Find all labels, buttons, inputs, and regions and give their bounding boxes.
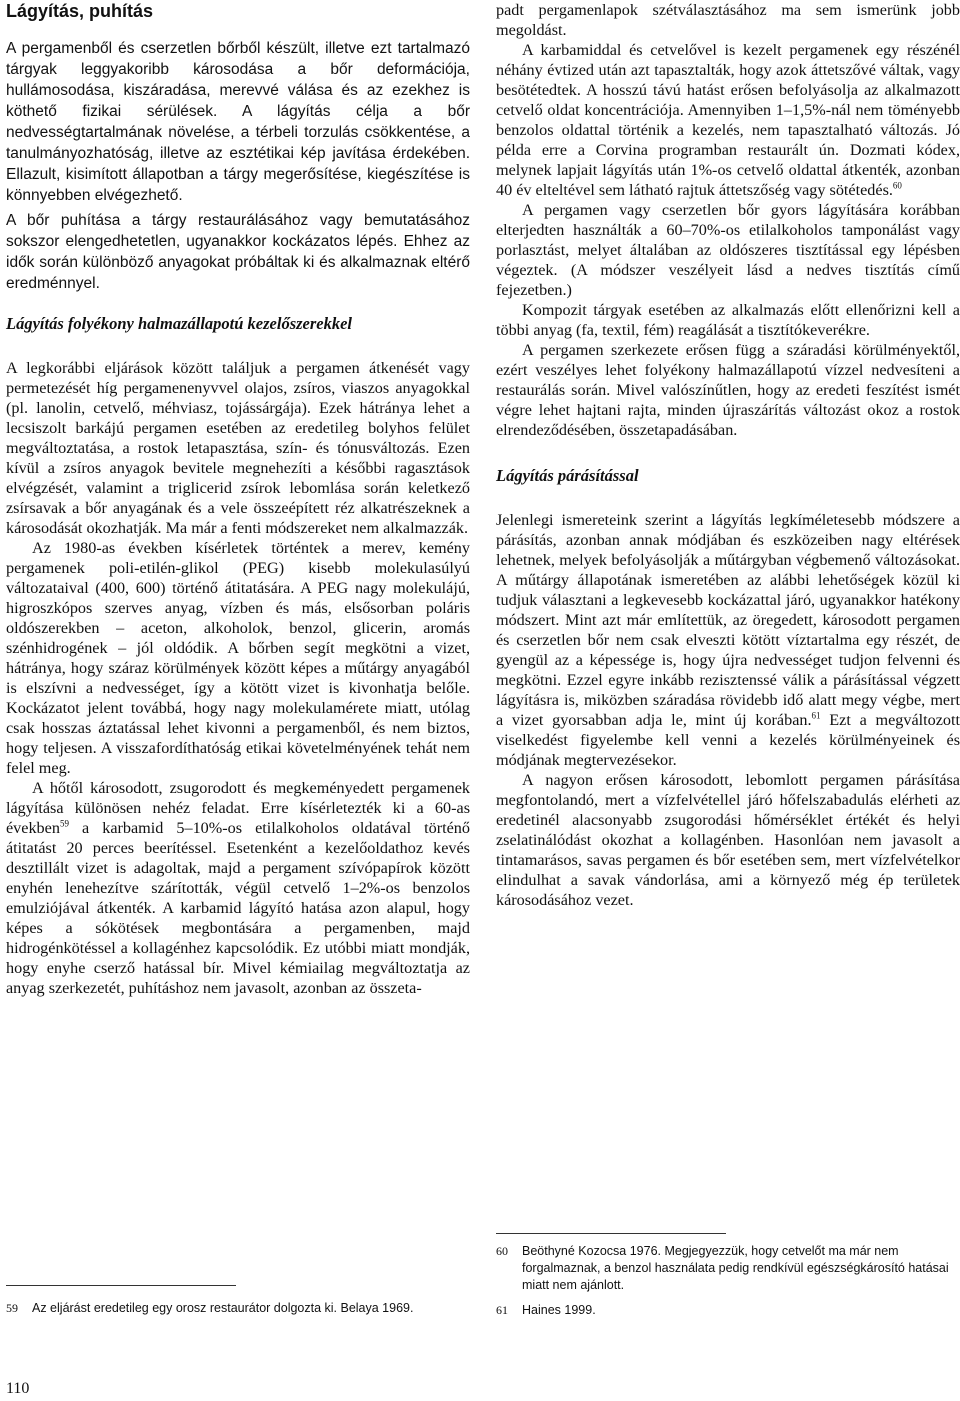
paragraph-text: a karbamid 5–10%-os etilalkoholos oldatával történő átitatást 20 perces beerítéssel. Esetenként a kezelőoldathoz kevés desztillált vizet is adagoltak, majd a pergament szívópapírok között enyhén lenehezítve szárították, végül cetvelő 1–2%-os benzolos emulziójával átkenték. A karbamid lágyító hatása azon alapul, hogy képes a sókötések megbontására a pergamenben, majd hidrogénkötéssel a kollagénhez kapcsolódik. Ez utóbbi miatt mondják, hogy enyhe cserző hatással bír. Mivel kémiailag megváltoztatja az anyag szerkezetét, puhításhoz nem javasolt, azonban az összeta- [6, 819, 470, 997]
section-heading: Lágyítás, puhítás [6, 1, 154, 21]
footnote-divider [6, 1285, 236, 1286]
intro-paragraph: A pergamenből és cserzetlen bőrből készült, illetve ezt tartalmazó tárgyak leggyakoribb károsodása a bőr deformációja, hullámosodása, kiszáradása, merevvé válása és az ezekhez is köthető fizikai sérülések. A lágyítás célja a bőr nedvességtartalmának növelése, a térbeli torzulás csökkentése, a tanulmányozhatóság, illetve az esztétikai kép javítása érdekében. Ellazult, kisimított állapotban a tárgy megerősítése, kiegészítése is könnyebben elvégezhető. [6, 40, 470, 204]
body-paragraph: padt pergamenlapok szétválasztásához ma sem ismerünk jobb megoldást. [496, 1, 960, 39]
left-column [6, 0, 470, 1315]
subsection-heading: Lágyítás párásítással [496, 466, 639, 485]
footnote-text: Beöthyné Kozocsa 1976. Megjegyezzük, hogy cetvelőt ma már nem forgalmaznak, a benzol használata pedig rendkívül egészségkárosító hatásai miatt nem ajánlott. [522, 1244, 949, 1292]
body-paragraph: Az 1980-as években kísérletek történtek a merev, kemény pergamenek poli-etilén-glikol (PEG) kisebb molekulasúlyú változataival (400, 600) történő átitatására. A PEG nagy molekulájú, higroszkópos szerves anyag, vízben és más, elsősorban poláris oldószerekben – aceton, alkoholok, benzol, glicerin, aromás szénhidrogének – jól oldódik. A bőrben segít megkötni a vizet, hátránya, hogy száraz körülmények között képes a műtárgy anyagából is elszívni a nedvességet, így a kötött vizet is kivonhatja belőle. Kockázatot jelent továbbá, hogy nagy molekulamérete miatt, utólag csak hosszas áztatással lehet kivonni a pergamenből, és nem biztos, hogy teljesen. A visszafordíthatóság etikai követelményének tehát nem felel meg. [6, 539, 470, 777]
subsection-heading: Lágyítás folyékony halmazállapotú kezelőszerekkel [6, 314, 353, 333]
body-paragraph: A legkorábbi eljárások között találjuk a pergamen átkenését vagy permetezését híg pergamenenyvvel olajos, zsíros, viaszos anyagokkal (pl. lanolin, cetvelő, méhviasz, tojássárgája). Ezek hátránya lehet a lecsiszolt barkájú pergamen esetében az eredetileg bolyhos felület megváltoztatása, a rostok letapasztása, szín- és tónusváltozás. Ezen kívül a zsíros anyagok bevitele megnehezíti a későbbi ragasztások elvégzését, valamint a triglicerid zsírok lebomlása során keletkező zsírsavak a bőr anyagának és a vele összeépített réz alkatrészeknek a károsodását okozhatják. Ma már a fenti módszereket nem alkalmazzák. [6, 359, 470, 537]
body-text [6, 358, 470, 998]
body-paragraph [496, 510, 960, 770]
footnote [6, 1300, 470, 1317]
page-number: 110 [6, 1380, 30, 1397]
body-paragraph [496, 40, 960, 200]
paragraph-text: A hőtől károsodott, zsugorodott és megkeményedett pergamenek lágyítása különösen nehéz feladat. Erre kísérletezték ki a 60-as években [6, 779, 470, 837]
footnote-number: 59 [6, 1301, 18, 1315]
footnote-number: 60 [496, 1244, 508, 1258]
footnote [496, 1243, 960, 1294]
paragraph-text: Jelenlegi ismereteink szerint a lágyítás legkíméletesebb módszere a párásítás, azonban annak módjában és eszközeiben nagy eltérések lehetnek, melyek befolyásolják a műtárgyban végbemenő változásokat. A műtárgy állapotának ismeretében az alábbi lehetőségek közül ki tudjuk választani a legkevesebb kockázattal járó, ugyanakkor hatékony módszert. Mint azt már említettük, az öregedett, károsodott pergamen és cserzetlen bőr nem csak elveszti kötött víztartalma egy részét, de gyengül az a képessége is, hogy újra nedvességet tudjon felvenni és megkötni. Ezzel egyre inkább rezisztenssé válik a párásítással végzett lágyításra is, miközben száradása rövidebb idő alatt megy végbe, mert a vizet gyorsabban adja le, mint új korában. [496, 511, 960, 729]
footnote [496, 1302, 960, 1319]
footnote-number: 61 [496, 1303, 508, 1317]
footnote-ref: 60 [892, 180, 902, 191]
footnote-ref: 61 [811, 710, 821, 721]
body-paragraph: A nagyon erősen károsodott, lebomlott pergamen párásítása megfontolandó, mert a vízfelvétellel járó hőfelszabadulás elérheti az eredetinél alacsonyabb zsugorodási hőmérséklet értékét és helyi zselatinálódást okozhat a kollagénben. Hasonlóan nem javasolt a tintamarásos, savas pergamen és bőr esetében sem, mert vízfelvételkor elindulhat a savak vándorlása, ami a környező még ép területek károsodásához vezet. [496, 771, 960, 909]
body-paragraph [6, 778, 470, 998]
paragraph-text: Ezt a megváltozott viselkedést figyelembe kell venni a kezelés körülményeinek és módjának megtervezésekor. [496, 711, 960, 769]
footnote-text: Az eljárást eredetileg egy orosz restaurátor dolgozta ki. Belaya 1969. [32, 1301, 414, 1315]
intro-block [6, 38, 470, 294]
intro-paragraph: A bőr puhítása a tárgy restaurálásához vagy bemutatásához sokszor elengedhetetlen, ugyanakkor kockázatos lépés. Ehhez az idők során különböző anyagokat próbáltak ki és alkalmaznak eltérő eredménnyel. [6, 212, 470, 292]
body-paragraph: A pergamen vagy cserzetlen bőr gyors lágyítására korábban elterjedten használták a 60–70%-os etilalkoholos tamponálást vagy porlasztást, melyet általában az oldószeres tisztítással egy lépésben végeztek. (A módszer veszélyeit lásd a nedves tisztítás című fejezetben.) [496, 201, 960, 299]
footnote-text: Haines 1999. [522, 1303, 596, 1317]
footnote-divider [496, 1233, 726, 1234]
body-paragraph: Kompozit tárgyak esetében az alkalmazás előtt ellenőrizni kell a többi anyag (fa, textil, fém) reagálását a tisztítókeverékre. [496, 301, 960, 339]
right-column [496, 0, 960, 1317]
body-text [496, 0, 960, 440]
paragraph-text: A karbamiddal és cetvelővel is kezelt pergamenek egy részénél néhány évtized után azt tapasztalták, hogy azok áttetszővé váltak, vagy besötétedtek. A hosszú távú hatást erősen befolyásolja az alkalmazott cetvelő oldat koncentrációja. Amennyiben 1–1,5%-nál nem töményebb benzolos oldattal történik a kezelés, nem tapasztalható változás. Jó példa erre a Corvina programban restaurált ún. Dozmati kódex, melynek lapjait lágyítás után 1%-os cetvelő oldattal átkenték, azonban 40 év elteltével sem látható rajtuk áttetszőség vagy sötétedés. [496, 41, 960, 199]
body-paragraph: A pergamen szerkezete erősen függ a száradási körülményektől, ezért veszélyes lehet folyékony halmazállapotú vízzel nedvesíteni a restaurálás során. Mivel valószínűtlen, hogy az eredeti feszítést ismét végre lehet hajtani rajta, minden újraszárítás változást okoz a rostok elrendeződésében, összetapadásában. [496, 341, 960, 439]
footnote-ref: 59 [59, 818, 69, 829]
body-text [496, 510, 960, 910]
